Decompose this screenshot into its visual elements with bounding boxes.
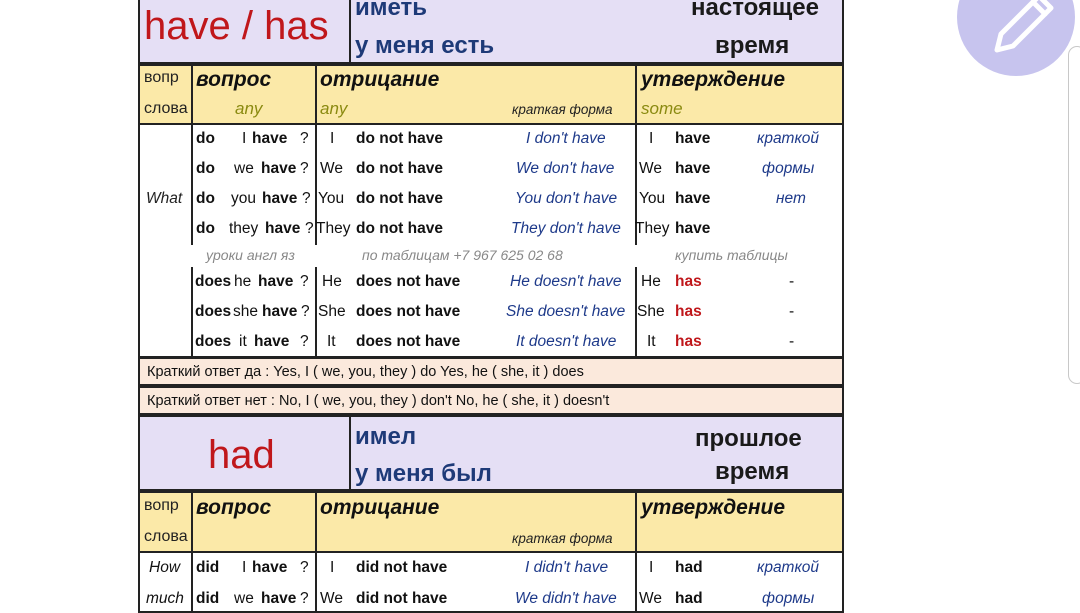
title-divider <box>349 415 351 491</box>
row-subject: I <box>242 559 247 576</box>
row-qmark: ? <box>302 190 311 207</box>
negation-any: any <box>320 99 348 118</box>
qwords-label-top: вопр <box>144 497 179 514</box>
aff-note: - <box>789 333 795 350</box>
short-form-label: краткая форма <box>512 531 613 546</box>
col-divider <box>315 553 317 613</box>
side-panel-handle[interactable] <box>1068 46 1080 384</box>
tense-line-2: время <box>715 458 790 485</box>
aff-verb: have <box>675 220 711 237</box>
tense-line-1: прошлое <box>695 425 802 452</box>
col-divider <box>191 125 193 245</box>
question-word: What <box>146 190 183 207</box>
aff-note: нет <box>776 190 806 207</box>
neg-subject: You <box>318 190 345 207</box>
verb-title: had <box>208 433 275 477</box>
neg-full: did not have <box>356 559 448 576</box>
row-verb: have <box>261 160 297 177</box>
aff-verb: has <box>675 333 702 350</box>
row-aux: do <box>196 220 215 237</box>
aff-note: краткой <box>757 130 820 147</box>
neg-subject: She <box>318 303 346 320</box>
row-aux: does <box>195 303 232 320</box>
col-divider <box>191 267 193 358</box>
aff-note: краткой <box>757 559 820 576</box>
aff-note: - <box>789 303 795 320</box>
neg-short: They don't have <box>511 220 621 237</box>
aff-verb: has <box>675 303 702 320</box>
annotate-fab-button[interactable] <box>957 0 1075 76</box>
aff-note: - <box>789 273 795 290</box>
row-qmark: ? <box>300 333 309 350</box>
row-aux: did <box>196 590 220 607</box>
question-word: much <box>146 590 184 607</box>
meaning-line-1: иметь <box>355 0 428 21</box>
row-qmark: ? <box>300 273 309 290</box>
question-header: вопрос <box>196 496 272 519</box>
ad-text-right: купить таблицы <box>675 247 788 263</box>
title-divider <box>349 0 351 64</box>
row-verb: have <box>258 273 294 290</box>
qwords-label-top: вопр <box>144 69 179 86</box>
neg-short: She doesn't have <box>506 303 626 320</box>
row-aux: do <box>196 190 215 207</box>
neg-full: do not have <box>356 160 443 177</box>
verb-title: have / has <box>144 4 329 48</box>
ad-text-middle: по таблицам +7 967 625 02 68 <box>362 247 563 263</box>
neg-short: I don't have <box>526 130 606 147</box>
meaning-line-1: имел <box>355 423 417 450</box>
meaning-line-2: у меня есть <box>355 32 495 59</box>
row-subject: it <box>239 333 247 350</box>
neg-full: do not have <box>356 190 443 207</box>
row-aux: does <box>195 333 232 350</box>
row-aux: did <box>196 559 220 576</box>
question-header: вопрос <box>196 68 272 91</box>
row-qmark: ? <box>300 130 309 147</box>
aff-verb: have <box>675 130 711 147</box>
neg-short: We don't have <box>516 160 615 177</box>
row-verb: have <box>252 559 288 576</box>
aff-subject: We <box>639 590 662 607</box>
aff-verb: has <box>675 273 702 290</box>
row-subject: she <box>233 303 258 320</box>
row-subject: they <box>229 220 259 237</box>
aff-verb: have <box>675 190 711 207</box>
aff-verb: have <box>675 160 711 177</box>
neg-subject: I <box>330 559 335 576</box>
neg-short: We didn't have <box>515 590 617 607</box>
col-divider <box>315 267 317 358</box>
grammar-sheet <box>138 0 844 608</box>
neg-short: He doesn't have <box>510 273 622 290</box>
neg-subject: It <box>327 333 336 350</box>
pen-icon <box>957 0 1075 76</box>
question-any: any <box>235 99 263 118</box>
neg-subject: I <box>330 130 335 147</box>
row-verb: have <box>252 130 288 147</box>
row-qmark: ? <box>301 303 310 320</box>
row-verb: have <box>254 333 290 350</box>
aff-verb: had <box>675 559 703 576</box>
neg-short: It doesn't have <box>516 333 617 350</box>
row-subject: I <box>242 130 247 147</box>
neg-full: do not have <box>356 220 443 237</box>
question-word: How <box>149 559 181 576</box>
negation-header: отрицание <box>320 496 440 519</box>
neg-full: does not have <box>356 303 461 320</box>
neg-subject: We <box>320 590 343 607</box>
short-answer-no: Краткий ответ нет : No, I ( we, you, they ) don't No, he ( she, it ) doesn't <box>138 386 844 415</box>
neg-subject: They <box>316 220 351 237</box>
neg-short: You don't have <box>515 190 618 207</box>
negation-header: отрицание <box>320 68 440 91</box>
neg-full: do not have <box>356 130 443 147</box>
qwords-label-bottom: слова <box>144 100 188 117</box>
short-form-label: краткая форма <box>512 102 613 117</box>
aff-verb: had <box>675 590 703 607</box>
aff-note: формы <box>762 160 815 177</box>
row-qmark: ? <box>300 559 309 576</box>
aff-subject: I <box>649 559 654 576</box>
neg-full: does not have <box>356 333 461 350</box>
row-verb: have <box>262 303 298 320</box>
row-subject: you <box>231 190 256 207</box>
row-verb: have <box>265 220 301 237</box>
aff-subject: They <box>635 220 670 237</box>
neg-short: I didn't have <box>525 559 609 576</box>
qwords-label-bottom: слова <box>144 528 188 545</box>
aff-note: формы <box>762 590 815 607</box>
row-qmark: ? <box>300 160 309 177</box>
row-aux: do <box>196 160 215 177</box>
affirmation-header: утверждение <box>641 496 786 519</box>
neg-full: does not have <box>356 273 461 290</box>
affirmation-header: утверждение <box>641 68 786 91</box>
col-divider <box>635 553 637 613</box>
col-divider <box>191 553 193 613</box>
row-qmark: ? <box>305 220 314 237</box>
tense-line-2: время <box>715 32 790 59</box>
short-answer-yes: Краткий ответ да : Yes, I ( we, you, they ) do Yes, he ( she, it ) does <box>138 357 844 386</box>
aff-subject: He <box>641 273 661 290</box>
aff-subject: You <box>639 190 666 207</box>
aff-subject: It <box>647 333 656 350</box>
row-subject: we <box>234 590 254 607</box>
ad-text-left: уроки англ яз <box>206 247 295 263</box>
neg-subject: We <box>320 160 343 177</box>
meaning-line-2: у меня был <box>355 460 492 487</box>
neg-full: did not have <box>356 590 448 607</box>
row-verb: have <box>261 590 297 607</box>
neg-subject: He <box>322 273 342 290</box>
aff-subject: I <box>649 130 654 147</box>
row-aux: does <box>195 273 232 290</box>
row-subject: he <box>234 273 252 290</box>
row-verb: have <box>262 190 298 207</box>
aff-subject: She <box>637 303 665 320</box>
row-aux: do <box>196 130 215 147</box>
row-subject: we <box>234 160 254 177</box>
affirmation-some: some <box>641 99 683 118</box>
row-qmark: ? <box>300 590 309 607</box>
aff-subject: We <box>639 160 662 177</box>
tense-line-1: настоящее <box>691 0 819 21</box>
